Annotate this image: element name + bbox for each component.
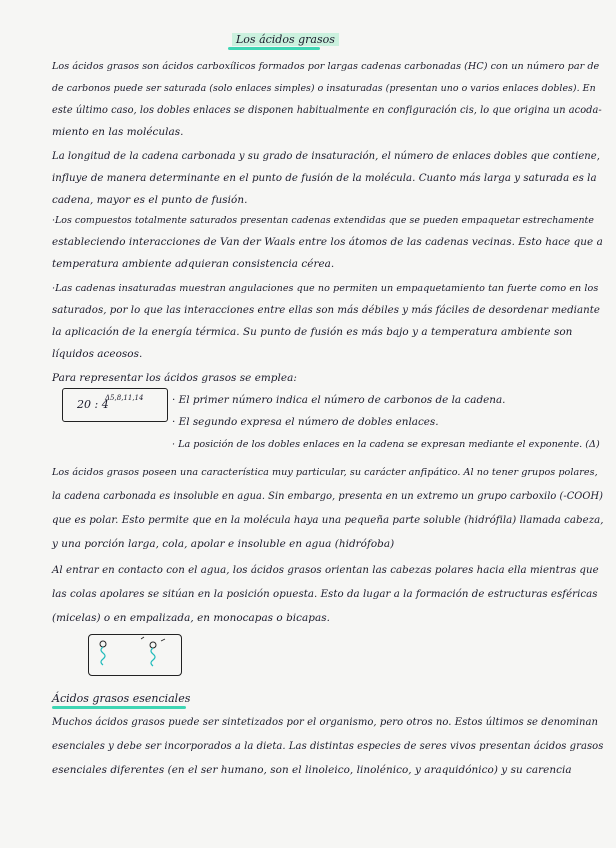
para8-line-1: Muchos ácidos grasos puede ser sintetizados por el organismo, pero otros no. Estos últimos se denominan <box>52 717 598 728</box>
para6-line-1: Los ácidos grasos poseen una característica muy particular, su carácter anfipático. Al no tener grupos polares, <box>52 467 598 478</box>
micelle-sketch <box>88 634 182 676</box>
para6-line-4: y una porción larga, cola, apolar e insoluble en agua (hidrófoba) <box>52 538 395 550</box>
bullet-1: · El primer número indica el número de carbonos de la cadena. <box>172 394 506 406</box>
formula-main: 20 : 4 <box>77 398 109 411</box>
formula-superscript: Δ5,8,11,14 <box>105 394 144 402</box>
para7-line-3: (micelas) o en empalizada, en monocapas o bicapas. <box>52 612 330 624</box>
para1-line-2: de carbonos puede ser saturada (solo enlaces simples) o insaturadas (presentan uno o varios enlaces dobles). En <box>52 83 596 94</box>
para2-line-1: La longitud de la cadena carbonada y su grado de insaturación, el número de enlaces dobles que contiene, <box>52 151 600 162</box>
title-underline <box>228 47 320 50</box>
para3-line-3: temperatura ambiente adquieran consistencia cérea. <box>52 258 335 270</box>
para1-line-1: Los ácidos grasos son ácidos carboxílicos formados por largas cadenas carbonadas (HC) con un número par de <box>52 61 600 72</box>
para8-line-3: esenciales diferentes (en el ser humano, son el linoleico, linolénico, y araquidónico) y su carencia <box>52 764 572 776</box>
bullet-3: · La posición de los dobles enlaces en la cadena se expresan mediante el exponente. (Δ) <box>172 439 600 450</box>
page-title: Los ácidos grasos <box>232 33 339 46</box>
section-title: Ácidos grasos esenciales <box>52 692 191 705</box>
para1-line-4: miento en las moléculas. <box>52 126 184 138</box>
para5-line: Para representar los ácidos grasos se emplea: <box>52 372 297 384</box>
para4-line-3: la aplicación de la energía térmica. Su punto de fusión es más bajo y a temperatura ambiente son <box>52 326 573 338</box>
micelle-drawing <box>89 635 181 675</box>
para1-line-3: este último caso, los dobles enlaces se disponen habitualmente en configuración cis, lo que origina un acoda- <box>52 105 602 116</box>
formula-box <box>62 388 168 422</box>
para4-line-1: ·Las cadenas insaturadas muestran angulaciones que no permiten un empaquetamiento tan fuerte como en los <box>52 283 599 294</box>
para3-line-1: ·Los compuestos totalmente saturados presentan cadenas extendidas que se pueden empaquetar estrechamente <box>52 215 594 226</box>
para8-line-2: esenciales y debe ser incorporados a la dieta. Las distintas especies de seres vivos presentan ácidos grasos <box>52 741 604 752</box>
para2-line-3: cadena, mayor es el punto de fusión. <box>52 194 248 206</box>
para4-line-4: líquidos aceosos. <box>52 348 143 360</box>
para6-line-3: que es polar. Esto permite que en la molécula haya una pequeña parte soluble (hidrófila) llamada cabeza, <box>52 515 604 526</box>
para7-line-2: las colas apolares se sitúan en la posición opuesta. Esto da lugar a la formación de estructuras esféricas <box>52 589 598 600</box>
bullet-2: · El segundo expresa el número de dobles enlaces. <box>172 416 439 428</box>
para6-line-2: la cadena carbonada es insoluble en agua. Sin embargo, presenta en un extremo un grupo carboxilo (-COOH) <box>52 491 603 502</box>
section-underline <box>52 706 186 709</box>
para7-line-1: Al entrar en contacto con el agua, los ácidos grasos orientan las cabezas polares hacia ella mientras que <box>52 565 599 576</box>
para3-line-2: estableciendo interacciones de Van der Waals entre los átomos de las cadenas vecinas. Esto hace que a <box>52 236 603 248</box>
para2-line-2: influye de manera determinante en el punto de fusión de la molécula. Cuanto más larga y saturada es la <box>52 173 597 184</box>
para4-line-2: saturados, por lo que las interacciones entre ellas son más débiles y más fáciles de desordenar mediante <box>52 305 600 316</box>
